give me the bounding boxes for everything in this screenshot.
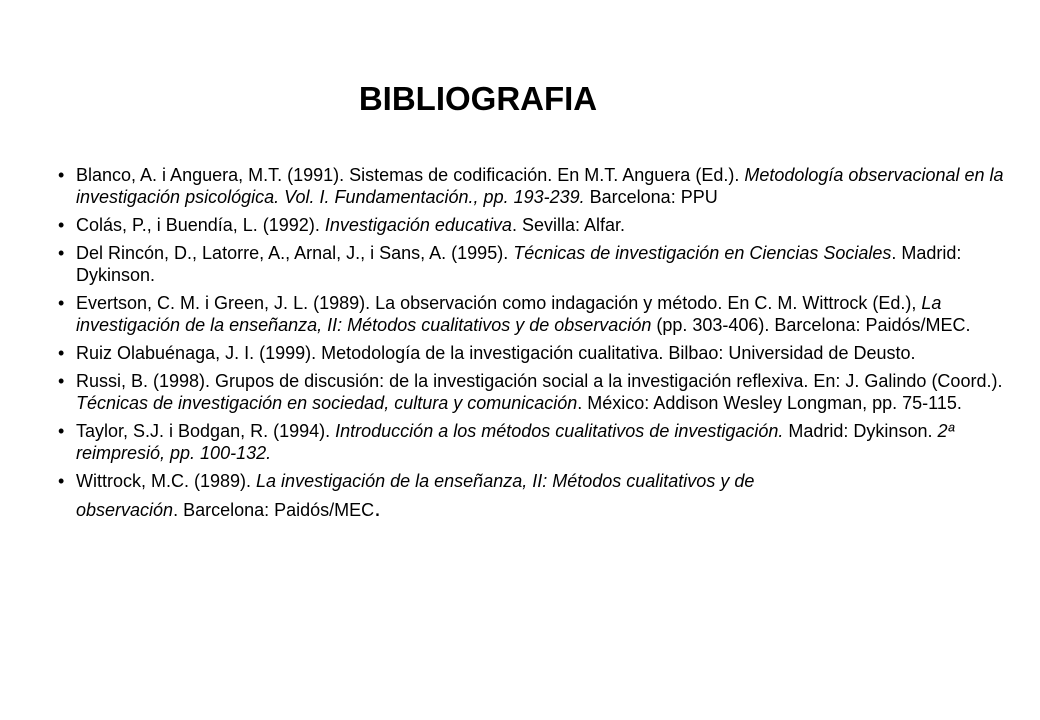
reference-title: La investigación de la enseñanza, II: Métodos cualitativos y de observación xyxy=(76,293,942,335)
reference-text: Blanco, A. i Anguera, M.T. (1991). Sistemas de codificación. En M.T. Anguera (Ed.). xyxy=(76,165,745,185)
list-item xyxy=(58,420,1008,464)
reference-text: Evertson, C. M. i Green, J. L. (1989). La observación como indagación y método. En C. M. Wittrock (Ed.), xyxy=(76,293,922,313)
reference-text: Taylor, S.J. i Bodgan, R. (1994). xyxy=(76,421,336,441)
reference-publisher: Madrid: Dykinson. xyxy=(783,421,938,441)
reference-publisher: . Sevilla: Alfar. xyxy=(511,215,626,235)
reference-title: Introducción a los métodos cualitativos de investigación. xyxy=(335,421,784,441)
reference-publisher: . México: Addison Wesley Longman, pp. 75-115. xyxy=(577,393,962,413)
reference-title: Técnicas de investigación en sociedad, cultura y comunicación xyxy=(76,393,578,413)
reference-publisher: . Madrid: Dykinson. xyxy=(76,243,962,285)
bibliography-list xyxy=(58,164,1008,527)
reference-end-period: . xyxy=(374,495,381,522)
list-item xyxy=(58,370,1008,414)
reference-text: Colás, P., i Buendía, L. (1992). xyxy=(76,215,325,235)
reference-text: Russi, B. (1998). Grupos de discusión: de la investigación social a la investigación reflexiva. En: J. Galindo (Coord.). xyxy=(76,371,1003,391)
reference-last-line xyxy=(76,495,1008,522)
reference-title-continued: observación xyxy=(76,500,174,520)
list-item xyxy=(58,470,1008,521)
reference-text: Del Rincón, D., Latorre, A., Arnal, J., i Sans, A. (1995). xyxy=(76,243,514,263)
reference-title: La investigación de la enseñanza, II: Métodos cualitativos y de xyxy=(256,471,755,491)
list-item xyxy=(58,292,1008,336)
reference-publisher: Barcelona: PPU xyxy=(584,187,718,207)
reference-text: Wittrock, M.C. (1989). xyxy=(76,471,257,491)
reference-edition: 2ª reimpresió, pp. 100-132. xyxy=(76,421,955,463)
list-item xyxy=(58,242,1008,286)
page-title: BIBLIOGRAFIA xyxy=(358,80,598,117)
list-item xyxy=(58,164,1008,208)
list-item xyxy=(58,342,1008,364)
list-item xyxy=(58,214,1008,236)
reference-publisher: . Barcelona: Paidós/MEC xyxy=(173,500,375,520)
reference-title: Técnicas de investigación en Ciencias Sociales xyxy=(513,243,892,263)
reference-title: Metodología observacional en la investigación psicológica. Vol. I. Fundamentación., pp. 193-239. xyxy=(76,165,1004,207)
reference-text: Ruiz Olabuénaga, J. I. (1999). Metodología de la investigación cualitativa. Bilbao: Universidad de Deusto. xyxy=(76,343,916,363)
reference-title: Investigación educativa xyxy=(324,215,512,235)
reference-publisher: (pp. 303-406). Barcelona: Paidós/MEC. xyxy=(651,315,971,335)
